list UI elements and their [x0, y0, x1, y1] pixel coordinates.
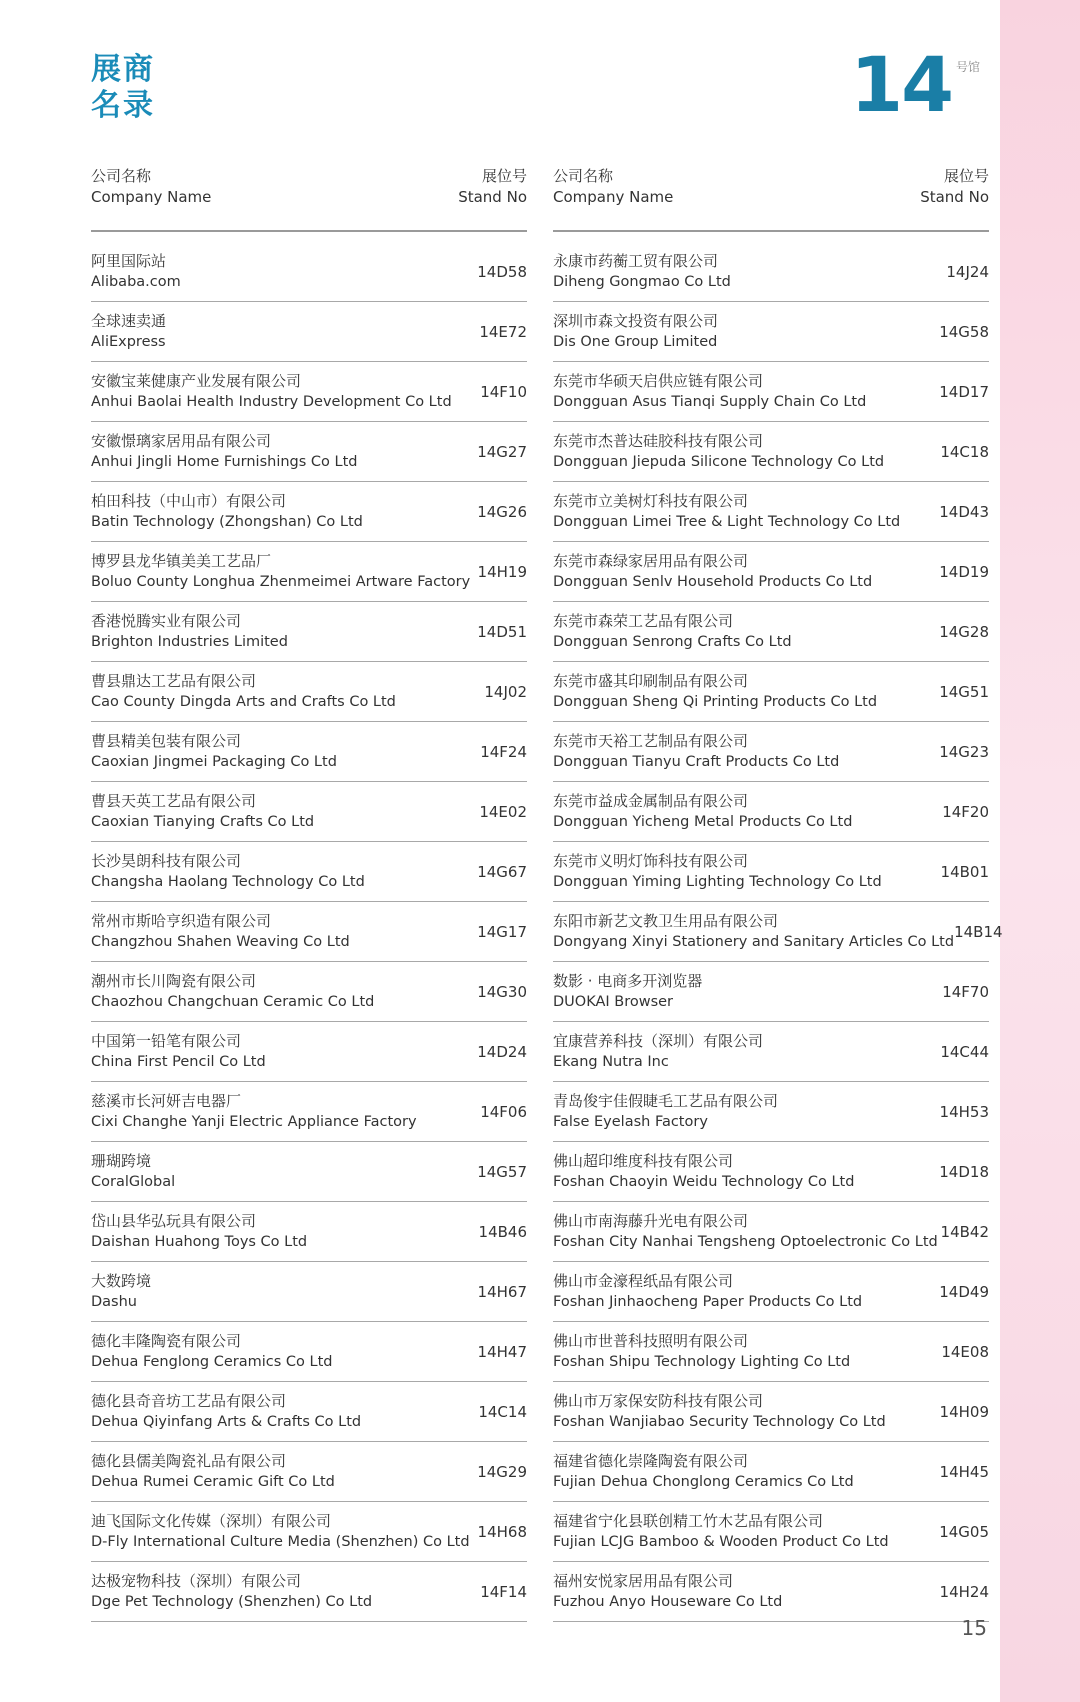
exhibitor-row: [91, 962, 527, 1022]
stand-number: 14G67: [477, 862, 527, 881]
company-name-en: Dongguan Asus Tianqi Supply Chain Co Ltd: [553, 393, 867, 410]
company-names: [91, 251, 181, 293]
stand-number: 14C14: [478, 1402, 527, 1421]
company-name-en: Dongyang Xinyi Stationery and Sanitary Articles Co Ltd: [553, 933, 955, 950]
exhibitor-row: [91, 722, 527, 782]
company-name-en: Brighton Industries Limited: [91, 633, 288, 650]
company-names: [553, 1271, 862, 1313]
company-name-en: Dongguan Jiepuda Silicone Technology Co Ltd: [553, 453, 885, 470]
stand-number: 14D58: [477, 262, 527, 281]
exhibitor-row: [91, 1262, 527, 1322]
stand-number: 14D49: [939, 1282, 989, 1301]
exhibitor-row: [91, 1142, 527, 1202]
stand-number: 14B46: [478, 1222, 527, 1241]
stand-number: 14G26: [477, 502, 527, 521]
stand-number: 14G30: [477, 982, 527, 1001]
exhibitor-row: [91, 842, 527, 902]
company-name-cn: 阿里国际站: [91, 251, 167, 270]
company-name-en: Caoxian Tianying Crafts Co Ltd: [91, 813, 315, 830]
company-name-cn: 曹县天英工艺品有限公司: [91, 791, 257, 810]
stand-number: 14B14: [954, 922, 1003, 941]
company-names: [553, 1331, 850, 1373]
stand-number: 14F06: [480, 1102, 527, 1121]
exhibitor-row: [91, 1562, 527, 1622]
stand-number: 14E02: [479, 802, 527, 821]
stand-number: 14H45: [939, 1462, 989, 1481]
header-company-en: Company Name: [91, 188, 212, 206]
company-name-cn: 东莞市立美树灯科技有限公司: [553, 491, 749, 510]
page-number: 15: [961, 1616, 987, 1640]
company-names: [553, 371, 866, 413]
company-name-en: Dongguan Senlv Household Products Co Ltd: [553, 573, 873, 590]
company-name-en: D-Fly International Culture Media (Shenzhen) Co Ltd: [91, 1533, 470, 1550]
company-name-en: Foshan Chaoyin Weidu Technology Co Ltd: [553, 1173, 855, 1190]
company-names: [91, 1511, 470, 1553]
header-company-cn: 公司名称: [91, 167, 152, 185]
exhibitor-row: [553, 782, 989, 842]
company-names: [91, 671, 396, 713]
company-names: [91, 551, 470, 593]
company-name-cn: 博罗县龙华镇美美工艺品厂: [91, 551, 272, 570]
company-names: [553, 311, 718, 353]
exhibitor-row: [553, 1022, 989, 1082]
exhibitor-row: [553, 722, 989, 782]
company-names: [553, 731, 839, 773]
company-names: [91, 1271, 151, 1313]
company-name-cn: 德化县奇音坊工艺品有限公司: [91, 1391, 287, 1410]
company-name-cn: 宜康营养科技（深圳）有限公司: [553, 1031, 764, 1050]
company-names: [91, 1211, 307, 1253]
company-names: [91, 611, 288, 653]
exhibitor-list-right: [553, 242, 1003, 1622]
exhibitor-row: [553, 602, 989, 662]
stand-number: 14B42: [940, 1222, 989, 1241]
company-names: [553, 911, 954, 953]
company-name-en: Changsha Haolang Technology Co Ltd: [91, 873, 365, 890]
company-name-en: Dehua Fenglong Ceramics Co Ltd: [91, 1353, 333, 1370]
company-name-cn: 东莞市森绿家居用品有限公司: [553, 551, 749, 570]
exhibitor-row: [553, 962, 989, 1022]
stand-number: 14C18: [940, 442, 989, 461]
stand-number: 14D24: [477, 1042, 527, 1061]
company-name-en: Foshan Shipu Technology Lighting Co Ltd: [553, 1353, 851, 1370]
exhibitor-row: [91, 782, 527, 842]
exhibitor-list-left: [91, 242, 527, 1622]
company-names: [553, 1451, 854, 1493]
company-name-cn: 安徽宝莱健康产业发展有限公司: [91, 371, 302, 390]
company-name-en: Boluo County Longhua Zhenmeimei Artware Factory: [91, 573, 471, 590]
company-name-cn: 长沙昊朗科技有限公司: [91, 851, 242, 870]
header-company-cn: 公司名称: [553, 167, 614, 185]
company-name-cn: 青岛俊宇佳假睫毛工艺品有限公司: [553, 1091, 779, 1110]
company-name-cn: 佛山市万家保安防科技有限公司: [553, 1391, 764, 1410]
company-name-en: Fujian LCJG Bamboo & Wooden Product Co Ltd: [553, 1533, 889, 1550]
exhibitor-row: [91, 1442, 527, 1502]
exhibitor-row: [553, 842, 989, 902]
company-name-en: Ekang Nutra Inc: [553, 1053, 669, 1070]
company-names: [91, 1391, 361, 1433]
exhibitor-row: [553, 242, 989, 302]
stand-number: 14G23: [939, 742, 989, 761]
company-name-cn: 福建省宁化县联创精工竹木艺品有限公司: [553, 1511, 824, 1530]
company-name-cn: 慈溪市长河妍吉电器厂: [91, 1091, 242, 1110]
company-names: [91, 911, 350, 953]
stand-number: 14E72: [479, 322, 527, 341]
title-line-1: 展商: [91, 52, 155, 87]
company-name-en: AliExpress: [91, 333, 166, 350]
stand-number: 14B01: [940, 862, 989, 881]
company-name-en: Dongguan Senrong Crafts Co Ltd: [553, 633, 792, 650]
exhibitor-row: [91, 602, 527, 662]
exhibitor-row: [553, 662, 989, 722]
stand-number: 14H09: [939, 1402, 989, 1421]
company-names: [553, 551, 872, 593]
company-names: [553, 791, 852, 833]
company-names: [91, 491, 363, 533]
stand-number: 14J24: [946, 262, 989, 281]
company-name-en: Dehua Rumei Ceramic Gift Co Ltd: [91, 1473, 335, 1490]
exhibitor-row: [553, 1082, 989, 1142]
company-name-cn: 福州安悦家居用品有限公司: [553, 1571, 734, 1590]
stand-number: 14G05: [939, 1522, 989, 1541]
header-stand-en: Stand No: [458, 188, 527, 206]
exhibitor-row: [553, 1262, 989, 1322]
company-names: [91, 851, 365, 893]
exhibitor-row: [91, 902, 527, 962]
company-name-en: Changzhou Shahen Weaving Co Ltd: [91, 933, 350, 950]
company-names: [553, 851, 882, 893]
company-names: [553, 971, 702, 1013]
page-title: [91, 52, 155, 124]
company-names: [91, 1031, 266, 1073]
company-name-en: CoralGlobal: [91, 1173, 176, 1190]
company-name-en: Diheng Gongmao Co Ltd: [553, 273, 731, 290]
exhibitor-row: [91, 542, 527, 602]
company-name-cn: 珊瑚跨境: [91, 1151, 152, 1170]
company-name-en: Dge Pet Technology (Shenzhen) Co Ltd: [91, 1593, 373, 1610]
hall-indicator: [850, 42, 980, 128]
company-names: [553, 1211, 938, 1253]
exhibitor-row: [91, 1202, 527, 1262]
company-name-cn: 东莞市盛其印刷制品有限公司: [553, 671, 749, 690]
company-name-cn: 达极宠物科技（深圳）有限公司: [91, 1571, 302, 1590]
company-name-en: China First Pencil Co Ltd: [91, 1053, 266, 1070]
company-names: [91, 431, 358, 473]
company-name-en: Cao County Dingda Arts and Crafts Co Ltd: [91, 693, 396, 710]
company-name-en: Dongguan Yicheng Metal Products Co Ltd: [553, 813, 853, 830]
company-name-en: Dongguan Yiming Lighting Technology Co Ltd: [553, 873, 882, 890]
stand-number: 14H67: [477, 1282, 527, 1301]
stand-number: 14D51: [477, 622, 527, 641]
exhibitor-row: [553, 1322, 989, 1382]
stand-number: 14H53: [939, 1102, 989, 1121]
company-name-en: Fujian Dehua Chonglong Ceramics Co Ltd: [553, 1473, 854, 1490]
hall-label: 号馆: [955, 60, 980, 74]
stand-number: 14H24: [939, 1582, 989, 1601]
stand-number: 14G57: [477, 1162, 527, 1181]
stand-number: 14D17: [939, 382, 989, 401]
company-names: [553, 491, 900, 533]
company-name-cn: 东莞市森荣工艺品有限公司: [553, 611, 734, 630]
company-name-en: Dongguan Sheng Qi Printing Products Co Ltd: [553, 693, 878, 710]
company-names: [91, 1151, 175, 1193]
company-name-cn: 全球速卖通: [91, 311, 167, 330]
company-name-cn: 东莞市益成金属制品有限公司: [553, 791, 749, 810]
company-name-en: Fuzhou Anyo Houseware Co Ltd: [553, 1593, 783, 1610]
company-name-en: Chaozhou Changchuan Ceramic Co Ltd: [91, 993, 375, 1010]
company-names: [553, 611, 792, 653]
company-name-cn: 佛山市世普科技照明有限公司: [553, 1331, 749, 1350]
company-name-en: DUOKAI Browser: [553, 993, 674, 1010]
title-line-2: 名录: [91, 88, 155, 123]
exhibitor-row: [91, 1322, 527, 1382]
company-name-en: Foshan Jinhaocheng Paper Products Co Ltd: [553, 1293, 863, 1310]
stand-number: 14G28: [939, 622, 989, 641]
company-name-cn: 东莞市华硕天启供应链有限公司: [553, 371, 764, 390]
stand-number: 14F10: [480, 382, 527, 401]
stand-number: 14J02: [484, 682, 527, 701]
header-company-en: Company Name: [553, 188, 674, 206]
exhibitor-row: [91, 1082, 527, 1142]
stand-number: 14G58: [939, 322, 989, 341]
company-name-cn: 佛山市南海藤升光电有限公司: [553, 1211, 749, 1230]
hall-number: 14: [850, 40, 952, 129]
exhibitor-row: [553, 1142, 989, 1202]
company-name-cn: 潮州市长川陶瓷有限公司: [91, 971, 257, 990]
company-names: [553, 1391, 886, 1433]
stand-number: 14D19: [939, 562, 989, 581]
company-names: [553, 1091, 778, 1133]
stand-number: 14F14: [480, 1582, 527, 1601]
company-name-cn: 佛山市金濠程纸品有限公司: [553, 1271, 734, 1290]
company-name-cn: 大数跨境: [91, 1271, 152, 1290]
stand-number: 14G51: [939, 682, 989, 701]
exhibitor-row: [91, 242, 527, 302]
company-name-cn: 曹县精美包装有限公司: [91, 731, 242, 750]
company-name-en: Batin Technology (Zhongshan) Co Ltd: [91, 513, 363, 530]
exhibitor-row: [91, 302, 527, 362]
exhibitor-row: [553, 482, 989, 542]
company-names: [91, 971, 374, 1013]
stand-number: 14H47: [477, 1342, 527, 1361]
company-name-en: Dashu: [91, 1293, 137, 1310]
exhibitor-row: [553, 302, 989, 362]
right-column: [553, 166, 1003, 1622]
decorative-pink-band: [1000, 0, 1080, 1702]
company-name-cn: 安徽憬璃家居用品有限公司: [91, 431, 272, 450]
company-name-cn: 常州市斯哈亨织造有限公司: [91, 911, 272, 930]
stand-number: 14F70: [942, 982, 989, 1001]
exhibitor-row: [91, 1382, 527, 1442]
company-name-en: Dis One Group Limited: [553, 333, 718, 350]
company-name-en: False Eyelash Factory: [553, 1113, 708, 1130]
stand-number: 14F20: [942, 802, 989, 821]
company-name-en: Alibaba.com: [91, 273, 181, 290]
left-column: [91, 166, 527, 1622]
company-name-cn: 中国第一铅笔有限公司: [91, 1031, 242, 1050]
exhibitor-row: [553, 1442, 989, 1502]
company-name-en: Dehua Qiyinfang Arts & Crafts Co Ltd: [91, 1413, 362, 1430]
company-name-cn: 柏田科技（中山市）有限公司: [91, 491, 287, 510]
table-header: [553, 166, 989, 232]
company-name-cn: 迪飞国际文化传媒（深圳）有限公司: [91, 1511, 332, 1530]
company-name-en: Anhui Jingli Home Furnishings Co Ltd: [91, 453, 358, 470]
stand-number: 14F24: [480, 742, 527, 761]
company-names: [553, 251, 731, 293]
company-names: [91, 1091, 417, 1133]
company-names: [91, 1331, 332, 1373]
stand-number: 14E08: [941, 1342, 989, 1361]
stand-number: 14G27: [477, 442, 527, 461]
stand-number: 14G17: [477, 922, 527, 941]
company-name-en: Caoxian Jingmei Packaging Co Ltd: [91, 753, 337, 770]
exhibitor-row: [553, 1562, 989, 1622]
header-stand-cn: 展位号: [481, 167, 527, 185]
company-names: [553, 671, 877, 713]
stand-number: 14D43: [939, 502, 989, 521]
header-stand-en: Stand No: [920, 188, 989, 206]
company-name-en: Dongguan Limei Tree & Light Technology Co Ltd: [553, 513, 901, 530]
company-name-cn: 香港悦腾实业有限公司: [91, 611, 242, 630]
company-name-en: Dongguan Tianyu Craft Products Co Ltd: [553, 753, 840, 770]
company-name-cn: 佛山超印维度科技有限公司: [553, 1151, 734, 1170]
exhibitor-row: [91, 362, 527, 422]
exhibitor-row: [553, 1382, 989, 1442]
company-name-en: Anhui Baolai Health Industry Development Co Ltd: [91, 393, 452, 410]
company-name-en: Cixi Changhe Yanji Electric Appliance Factory: [91, 1113, 417, 1130]
company-name-en: Foshan City Nanhai Tengsheng Optoelectronic Co Ltd: [553, 1233, 938, 1250]
company-names: [91, 1451, 335, 1493]
stand-number: 14D18: [939, 1162, 989, 1181]
exhibitor-row: [553, 422, 989, 482]
exhibitor-row: [553, 362, 989, 422]
company-name-cn: 岱山县华弘玩具有限公司: [91, 1211, 257, 1230]
company-name-en: Daishan Huahong Toys Co Ltd: [91, 1233, 308, 1250]
company-names: [553, 1031, 763, 1073]
company-name-en: Foshan Wanjiabao Security Technology Co Ltd: [553, 1413, 886, 1430]
company-name-cn: 东莞市义明灯饰科技有限公司: [553, 851, 749, 870]
company-name-cn: 数影 · 电商多开浏览器: [553, 971, 703, 990]
exhibitor-row: [553, 1502, 989, 1562]
company-name-cn: 永康市药蘅工贸有限公司: [553, 251, 719, 270]
company-name-cn: 曹县鼎达工艺品有限公司: [91, 671, 257, 690]
company-names: [553, 431, 884, 473]
company-names: [91, 311, 166, 353]
exhibitor-row: [553, 542, 989, 602]
stand-number: 14H68: [477, 1522, 527, 1541]
company-names: [553, 1511, 889, 1553]
table-header: [91, 166, 527, 232]
company-name-cn: 德化丰隆陶瓷有限公司: [91, 1331, 242, 1350]
company-names: [91, 791, 314, 833]
header-stand-cn: 展位号: [943, 167, 989, 185]
company-names: [553, 1151, 854, 1193]
stand-number: 14H19: [477, 562, 527, 581]
exhibitor-row: [91, 422, 527, 482]
exhibitor-row: [91, 1502, 527, 1562]
exhibitor-row: [91, 662, 527, 722]
exhibitor-row: [553, 1202, 989, 1262]
company-name-cn: 东阳市新艺文教卫生用品有限公司: [553, 911, 779, 930]
company-name-cn: 东莞市杰普达硅胶科技有限公司: [553, 431, 764, 450]
company-name-cn: 德化县儒美陶瓷礼品有限公司: [91, 1451, 287, 1470]
company-name-cn: 东莞市天裕工艺制品有限公司: [553, 731, 749, 750]
company-name-cn: 福建省德化崇隆陶瓷有限公司: [553, 1451, 749, 1470]
company-names: [553, 1571, 782, 1613]
exhibitor-row: [91, 482, 527, 542]
company-names: [91, 731, 337, 773]
exhibitor-row: [91, 1022, 527, 1082]
company-name-cn: 深圳市森文投资有限公司: [553, 311, 719, 330]
stand-number: 14G29: [477, 1462, 527, 1481]
stand-number: 14C44: [940, 1042, 989, 1061]
company-names: [91, 371, 452, 413]
exhibitor-row: [553, 902, 1003, 962]
company-names: [91, 1571, 372, 1613]
